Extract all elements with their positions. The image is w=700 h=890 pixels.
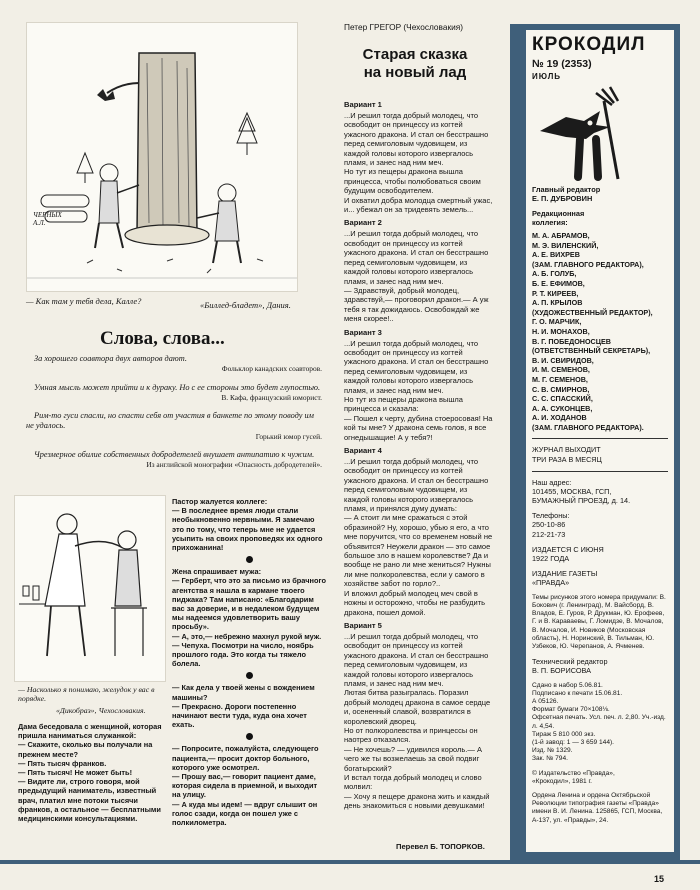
- cartoon1-source: «Биллед-бладет», Дания.: [200, 300, 291, 310]
- story-author: Петер ГРЕГОР (Чехословакия): [344, 22, 463, 32]
- cartoon2-source: «Дикобраз», Чехословакия.: [56, 706, 146, 715]
- chief-name: Е. П. ДУБРОВИН: [532, 194, 593, 203]
- joke-3: — Как дела у твоей жены с вождением машины? — Прекрасно. Дороги постепенно начинают вести туда, куда она хочет ехать.: [172, 683, 315, 730]
- frequency: ЖУРНАЛ ВЫХОДИТ ТРИ РАЗА В МЕСЯЦ: [532, 445, 602, 465]
- publisher: ИЗДАНИЕ ГАЗЕТЫ «ПРАВДА»: [532, 569, 598, 588]
- slova-title: Слова, слова...: [100, 328, 225, 349]
- address: Наш адрес: 101455, МОСКВА, ГСП, БУМАЖНЫЙ ПРОЕЗД, д. 14.: [532, 477, 631, 506]
- bottom-rule: [0, 860, 700, 864]
- variant-heading: Вариант 3: [344, 327, 382, 337]
- variant-heading: Вариант 4: [344, 446, 382, 455]
- masthead-panel: [510, 24, 680, 860]
- joke-servant: Дама беседовала с женщиной, которая пришла наниматься служанкой: — Скажите, сколько вы получали на прежнем месте? — Пять тысяч франков. — Пять тысяч! Не может быть! — Видите ли, строго говоря, мой предыдущий наниматель, известный врач, платил мне потоки тысячи франков, а остальное — бесплатными медицинскими консультациями.: [18, 722, 162, 824]
- jokes-column: [172, 497, 326, 827]
- chief-label: Главный редактор: [532, 185, 601, 194]
- slova-source-1: Фольклор канадских соавторов.: [221, 364, 322, 374]
- board-label: Редакционная коллегия:: [532, 209, 585, 227]
- cartoon1-caption: — Как там у тебя дела, Калле?: [26, 296, 142, 306]
- tech-name: В. П. БОРИСОВА: [532, 666, 591, 676]
- slova-quote-4: Чрезмерное обилие собственных добродетелей внушает антипатию к чужим.: [34, 450, 315, 460]
- joke-separator: [246, 672, 253, 679]
- tech-label: Технический редактор: [532, 657, 608, 667]
- joke-4: — Попросите, пожалуйста, следующего пациента,— просит доктор больного, которого уже осмотрел. — Прошу вас,— говорит пациент даме, которая сидела в приемной, и выходит на улицу. — А куда мы идем! — вдруг слышит он голос сзади, когда он пошел уже с полкилометра.: [172, 744, 319, 828]
- variant-text: ...И решил тогда добрый молодец, что освободит он принцессу из когтей ужасного дракона. И стал он бесстрашно перед семиголовым чудовищем, из каждой головы которого извергалось пламя, и занес над ним меч. Лютая битва разыгралась. Поразил добрый молодец дракона в самое сердце и, осененный славой, возвратился в королевский дворец. Но от полкоролевства и принцессы он наотрез отказался. — Не хочешь? — удивился король.— А чего же ты возжелаешь за свой подвиг богатырский? И встал тогда добрый молодец и слово молвил: — Хочу я пещере дракона жить и каждый день знакомиться с новыми девушками!: [344, 631, 491, 811]
- joke-1: Пастор жалуется коллеге: — В последнее время люди стали необыкновенно нервными. Я замечаю это по тому, что теперь мне не удается усыпить на своих проповедях их одного прихожанина!: [172, 497, 323, 553]
- variant-heading: Вариант 5: [344, 620, 382, 630]
- slova-quote-3: Рим-то гуси спасли, но спасти себя от участия в банкете по этому поводу им не удалось.: [26, 411, 314, 431]
- board-members: М. А. АБРАМОВ, М. Э. ВИЛЕНСКИЙ, А. Е. ВИХРЕВ (ЗАМ. ГЛАВНОГО РЕДАКТОРА), А. Б. ГОЛУБ, Б. Е. ЕФИМОВ, Р. Т. КИРЕЕВ, А. П. КРЫЛОВ (ХУДОЖЕСТВЕННЫЙ РЕДАКТОР), Г. О. МАРЧИК, Н. И. МОНАХОВ, В. Г. ПОБЕДОНОСЦЕВ (ОТВЕТСТВЕННЫЙ СЕКРЕТАРЬ), В. И. СВИРИДОВ, И. М. СЕМЕНОВ, М. Г. СЕМЕНОВ, С. В. СМИРНОВ, С. С. СПАССКИЙ, А. А. СУКОНЦЕВ, А. И. ХОДАНОВ (ЗАМ. ГЛАВНОГО РЕДАКТОРА).: [532, 231, 653, 432]
- variant-heading: Вариант 2: [344, 218, 382, 228]
- story-translator: Перевел Б. ТОПОРКОВ.: [396, 842, 485, 851]
- variant-heading: Вариант 1: [344, 100, 382, 109]
- doctor-drawing: [15, 496, 165, 681]
- cartoon-signature: ЧЕРНЫХ А.Л.: [33, 211, 62, 227]
- copyright: © Издательство «Правда», «Крокодил», 1981 г.: [532, 769, 615, 785]
- masthead-month: ИЮЛЬ: [532, 72, 562, 81]
- story-title: Старая сказка на новый лад: [362, 46, 468, 81]
- joke-separator: [246, 733, 253, 740]
- variant-text: ...И решил тогда добрый молодец, что освободит он принцессу из когтей ужасного дракона. И стал он бесстрашно перед семиголовым чудовищем, из каждой головы которого извергалось пламя, и занес над ним меч. Но тут из пещеры дракона вышла принцесса, чтобы полюбоваться своим будущим освободителем. И охватил добра молодца смертный ужас, и... убежал он за тридевять земель...: [344, 111, 493, 215]
- masthead-issue: № 19 (2353): [532, 58, 592, 70]
- printer: Ордена Ленина и ордена Октябрьской Революции типография газеты «Правда» имени В. И. Ленина. 125865, ГСП, Москва, А-137, ул. «Правды», 24.: [532, 791, 663, 824]
- joke-2: Жена спрашивает мужа: — Герберт, что это за письмо из брачного агентства я нашла в кармане твоего пиджака? Там написано: «Благодарим вас за доверие, и в недалеком будущем мы надеемся удовлетворить вашу просьбу». — А, это,— небрежно махнул рукой муж.— Чепуха. Посмотри на число, ноябрь прошлого года. Это когда ты тяжело болела.: [172, 567, 326, 669]
- slova-source-2: В. Кафа, французский юморист.: [221, 392, 322, 402]
- story-body: [344, 96, 494, 814]
- slova-source-3: Горький юмор гусей.: [255, 431, 322, 441]
- slova-quote-2: Умная мысль может прийти и к дураку. Но с ее стороны это будет глупостью.: [34, 382, 321, 392]
- variant-text: ...И решил тогда добрый молодец, что освободит он принцессу из когтей ужасного дракона. И стал он бесстрашно перед семиголовым чудовищем, из каждой головы которого извергалось пламя, и принялся думу думать: — А стоит ли мне сражаться с этой образиной? Ну, хорошо, убью я его, а что мне поручится, что со временем новый не объявится? Неужели дракон — это самое большое зло в нашем королевстве? Да и вообще не рано ли мне жениться? Нужны ли мне полкоролевства, если у самого в хозяйстве забот по горло?.. И вложил добрый молодец меч свой в ножны и осторожно, чтобы не разбудить дракона, пошел домой.: [344, 457, 493, 617]
- since: ИЗДАЕТСЯ С ИЮНЯ 1922 ГОДА: [532, 544, 604, 564]
- cartoon-lumberjacks: [26, 22, 298, 292]
- variant-text: ...И решил тогда добрый молодец, что освободит он принцессу из когтей ужасного дракона. И стал он бесстрашно перед семиголовым чудовищем, из каждой головы которого извергалось пламя, и занес над ним меч. — Здравствуй, добрый молодец, здравствуй,— проговорил дракон.— А уж тебя я так дожидаюсь. Освобождай же меня скорее!..: [344, 229, 489, 324]
- lumberjack-drawing: [27, 23, 297, 291]
- masthead-inner: [526, 30, 674, 852]
- cartoon2-caption: — Насколько я понимаю, желудок у вас в порядке.: [18, 685, 155, 703]
- masthead-title: КРОКОДИЛ: [532, 34, 646, 55]
- page-number: 15: [654, 874, 665, 884]
- slova-quote-1: За хорошего соавтора двух авторов дают.: [34, 354, 187, 363]
- artists: Темы рисунков этого номера придумали: В. Бокович (г. Ленинград), М. Вайсборд, В. Владов, Е. Гуров, Р. Друкман, Ю. Ерофеев, Г. и В. Караваевы, Г. Ломидзе, В. Мочалов, В. Мочалов, И. Новиков (Московская область), Н. Норинский, В. Тильман, Ю. Узбеков, Ю. Черепанов, А. Ячменев.: [532, 593, 666, 650]
- phones: Телефоны: 250-10-86 212-21-73: [532, 511, 570, 539]
- slova-source-4: Из английской монографии «Опасность добродетелей».: [146, 460, 322, 470]
- print-details: Сдано в набор 5.06.81. Подписано к печати 15.06.81. А 05126. Формат бумаги 70×108⅛. Офсетная печать. Усл. печ. л. 2,80. Уч.-изд. л. 4,54. Тираж 5 810 000 экз. (1-й завод: 1 — 3 659 144). Изд. № 1329. Зак. № 794.: [532, 681, 666, 763]
- variant-text: ...И решил тогда добрый молодец, что освободит он принцессу из когтей ужасного дракона. И стал он бесстрашно перед семиголовым чудовищем, из каждой головы которого извергалось пламя, и занес над ним меч. Но тут из пещеры дракона вышла принцесса и сказала: — Пошел к черту, дубина стоеросовая! На кой ты мне? У дракона семь голов, я все огнедышащие! А у тебя?!: [344, 338, 493, 442]
- cartoon-doctor: [14, 495, 166, 682]
- joke-bottom-left: [18, 722, 168, 823]
- slova-block: [26, 354, 322, 471]
- crocodile-logo: [526, 81, 672, 185]
- joke-separator: [246, 556, 253, 563]
